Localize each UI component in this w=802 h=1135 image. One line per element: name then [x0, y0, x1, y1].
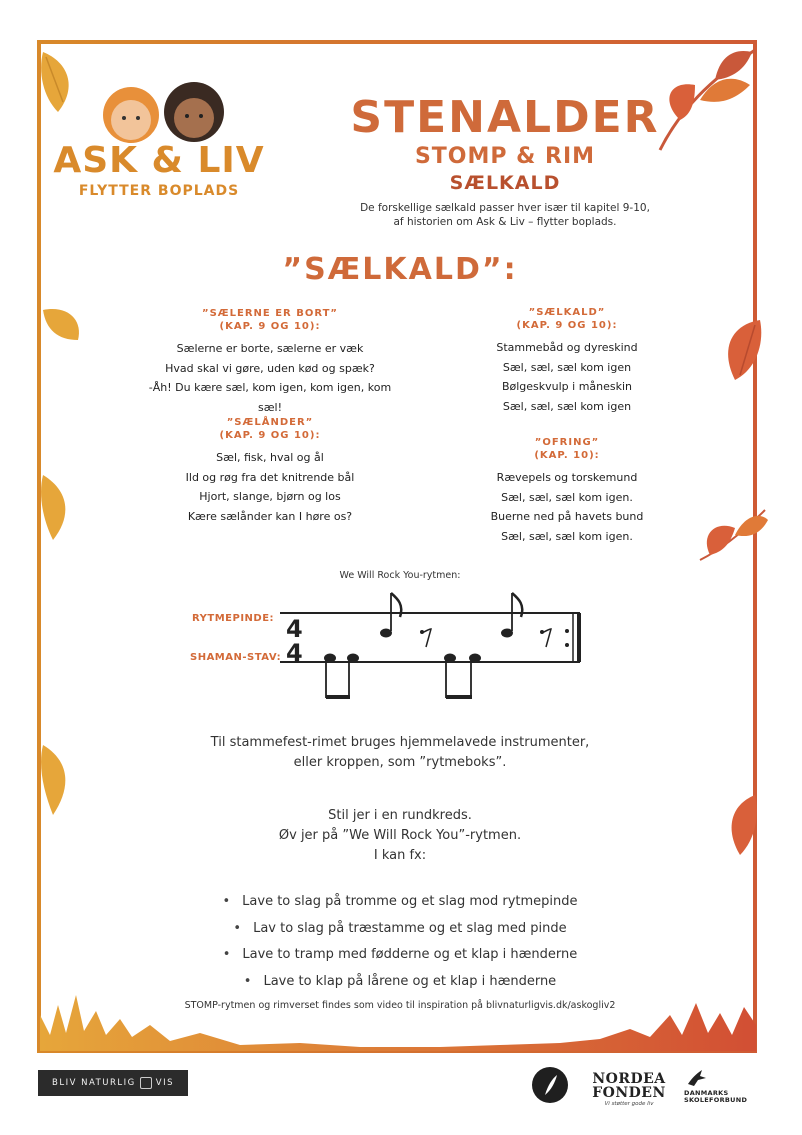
feather-circle-logo	[530, 1065, 570, 1105]
bullet-icon: •	[233, 920, 242, 936]
poem-saelaander	[140, 416, 400, 526]
poem-ofring	[437, 436, 697, 546]
list-item: • Lave to klap på lårene og et klap i hænderne	[160, 969, 640, 996]
nordea-fonden-logo: NORDEA FONDEN	[592, 1071, 666, 1101]
danmarks-skoleforbund-logo: DANMARKS SKOLEFORBUND	[684, 1089, 748, 1104]
rhythm-label-rytmepinde: RYTMEPINDE:	[192, 613, 275, 624]
list-item: • Lav to slag på træstamme og et slag med pinde	[160, 916, 640, 943]
leaf-decoration-left-middle	[38, 300, 88, 350]
poem-line: Sæl, fisk, hval og ål	[216, 451, 324, 464]
poem-saelerne-er-bort	[140, 307, 400, 417]
instruments-paragraph	[160, 733, 640, 773]
bullet-icon: •	[222, 947, 231, 962]
poem-line: Rævepels og torskemund	[496, 471, 638, 484]
poem-line: Ild og røg fra det knitrende bål	[185, 470, 355, 484]
time-signature-bottom: 4	[286, 639, 303, 667]
info-line: Stil jer i en rundkreds.	[328, 808, 472, 823]
poem-line: Hvad skal vi gøre, uden kød og spæk?	[165, 361, 375, 375]
poem-title: ”SÆLKALD”	[528, 307, 606, 318]
page-title: STENALDER	[350, 92, 660, 143]
bullet-icon: •	[243, 973, 252, 989]
rhythm-notation-staff	[280, 585, 600, 710]
info-line: Til stammefest-rimet bruges hjemmelavede instrumenter,	[210, 735, 590, 750]
poem-chapter: (KAP. 9 OG 10):	[219, 430, 321, 441]
poem-line: Kære sælånder kan I høre os?	[187, 509, 353, 523]
nordea-fonden-tagline: Vi støtter gode liv	[604, 1101, 654, 1107]
info-line: I kan fx:	[373, 848, 427, 863]
poem-line: Stammebåd og dyreskind	[496, 341, 638, 354]
poem-line: Sæl, sæl, sæl kom igen	[502, 360, 632, 374]
grass-decoration	[40, 985, 756, 1051]
poem-chapter: (KAP. 9 OG 10):	[516, 320, 618, 331]
poem-title: ”SÆLERNE ER BORT”	[202, 308, 338, 319]
info-line: eller kroppen, som ”rytmeboks”.	[293, 755, 507, 770]
list-item: • Lave to slag på tromme og et slag mod rytmepinde	[160, 889, 640, 916]
leaf-decoration-left-lower	[38, 470, 78, 550]
bird-icon	[686, 1068, 708, 1088]
bullet-icon: •	[222, 894, 231, 909]
ask-and-liv-characters-illustration	[86, 70, 236, 148]
leaf-decoration-right-bottom	[710, 790, 760, 860]
header-description-line: af historien om Ask & Liv – flytter boplads.	[393, 216, 617, 228]
logo-subtitle: FLYTTER BOPLADS	[78, 183, 240, 199]
poem-line: Hjort, slange, bjørn og los	[199, 490, 341, 503]
section-heading: ”SÆLKALD”:	[282, 252, 518, 287]
poem-line: Sæl, sæl, sæl kom igen.	[501, 529, 633, 543]
poem-chapter: (KAP. 9 OG 10):	[219, 321, 321, 332]
header-description-line: De forskellige sælkald passer hver især til kapitel 9-10,	[360, 202, 650, 214]
instructions-paragraph	[160, 806, 640, 866]
list-item: • Lave to tramp med fødderne og et klap i hænderne	[160, 942, 640, 969]
header-description	[330, 201, 680, 229]
poem-title: ”OFRING”	[534, 437, 600, 448]
bliv-naturlig-vis-logo: BLIV NATURLIG VIS	[38, 1070, 188, 1096]
rhythm-caption: We Will Rock You-rytmen:	[339, 570, 461, 581]
footer-note: STOMP-rytmen og rimverset findes som video til inspiration på blivnaturligvis.dk/askogliv2	[184, 1000, 616, 1011]
poem-line: Sæl, sæl, sæl kom igen	[502, 399, 632, 413]
poem-title: ”SÆLÅNDER”	[226, 417, 314, 428]
poem-saelkald	[437, 306, 697, 416]
time-signature-top: 4	[286, 615, 303, 643]
page-subtitle-saelkald: SÆLKALD	[449, 172, 561, 194]
poem-line: Sælerne er borte, sælerne er væk	[176, 342, 364, 355]
activity-list	[160, 889, 640, 995]
poem-line: Sæl, sæl, sæl kom igen.	[501, 490, 633, 504]
leaf-decoration-left-bottom	[38, 740, 78, 820]
page-subtitle-stomp: STOMP & RIM	[414, 144, 596, 169]
logo-title: ASK & LIV	[53, 140, 265, 181]
info-line: Øv jer på ”We Will Rock You”-rytmen.	[278, 828, 522, 843]
poem-line: -Åh! Du kære sæl, kom igen, kom igen, kom sæl!	[148, 381, 392, 414]
rhythm-label-shaman-stav: SHAMAN-STAV:	[190, 652, 282, 663]
leaf-decoration-right-middle	[700, 300, 770, 410]
poem-line: Bølgeskvulp i måneskin	[501, 380, 633, 393]
poem-line: Buerne ned på havets bund	[490, 510, 644, 523]
bliv-mark-icon	[140, 1077, 152, 1089]
poem-chapter: (KAP. 10):	[534, 450, 600, 461]
leaf-decoration-right-lower	[690, 500, 770, 580]
